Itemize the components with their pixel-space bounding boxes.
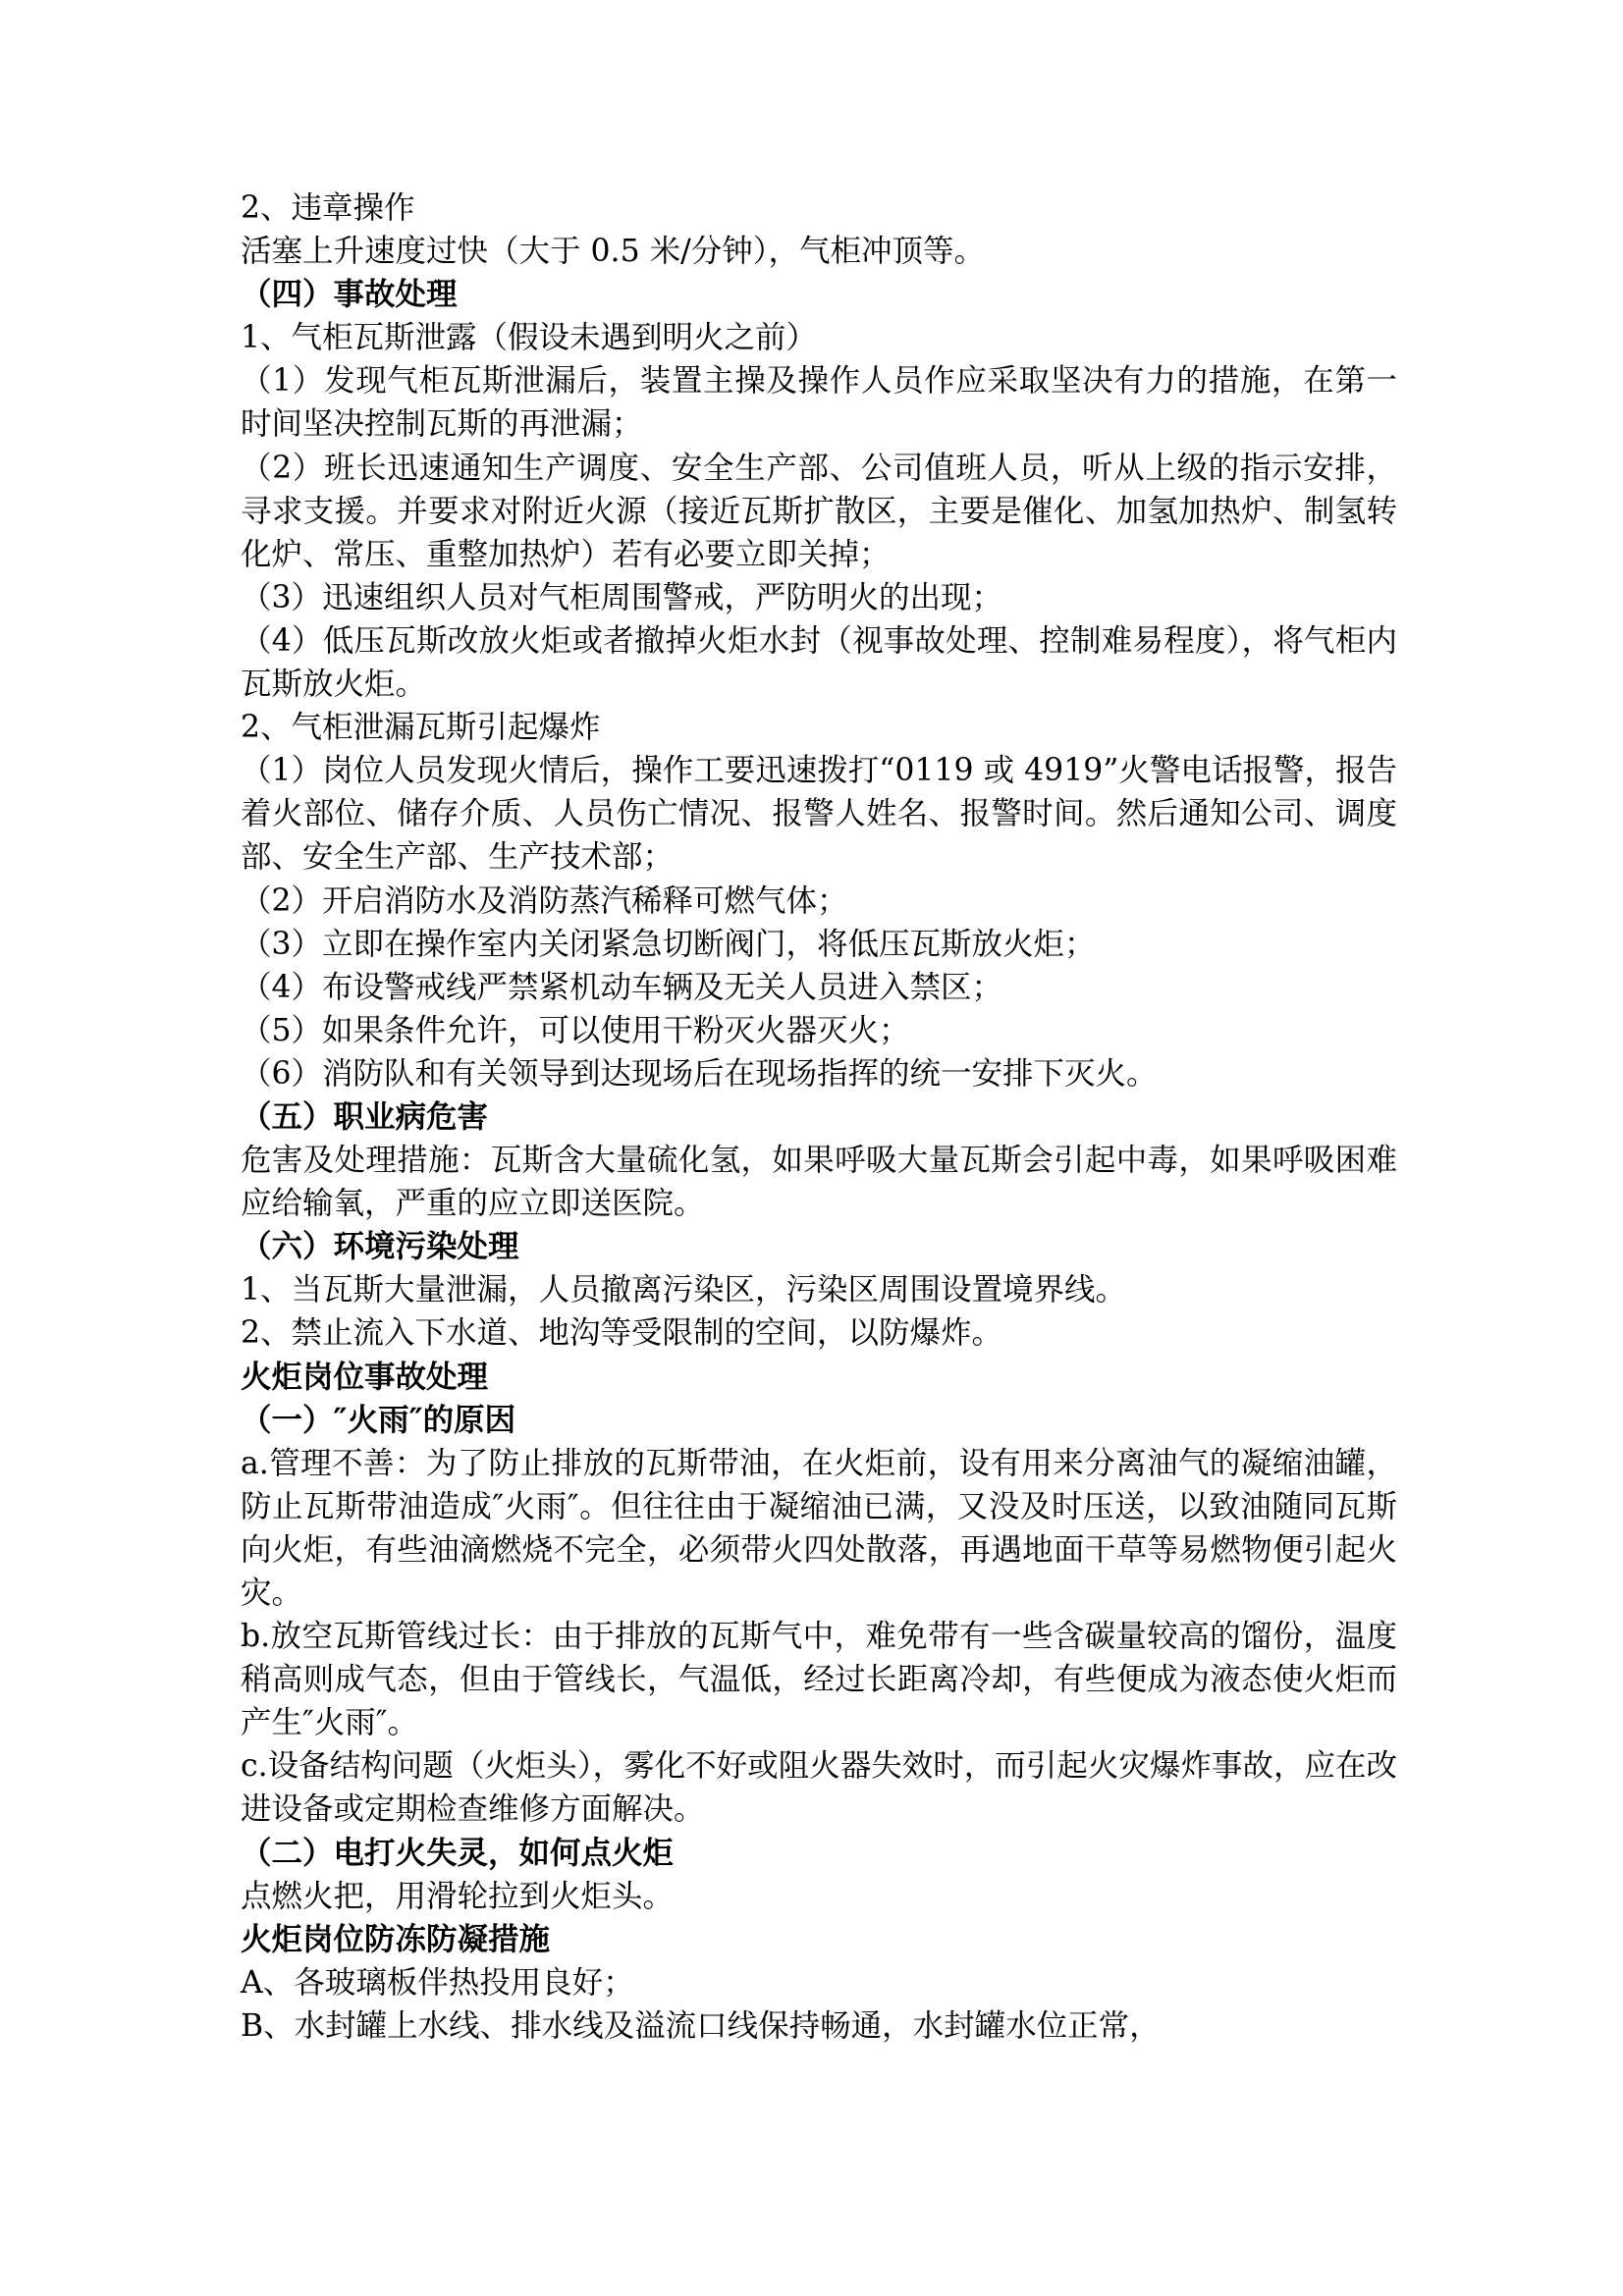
paragraph: b.放空瓦斯管线过长：由于排放的瓦斯气中，难免带有一些含碳量较高的馏份，温度稍高则成气态，但由于管线长，气温低，经过长距离冷却，有些便成为液态使火炬而产生″火雨″。 <box>241 1619 1397 1741</box>
paragraph: B、水封罐上水线、排水线及溢流口线保持畅通，水封罐水位正常， <box>241 2007 1161 2044</box>
paragraph: （3）立即在操作室内关闭紧急切断阀门，将低压瓦斯放火炬； <box>241 926 1096 962</box>
section-heading: 火炬岗位事故处理 <box>241 1358 489 1395</box>
document-body <box>241 187 1397 2048</box>
section-heading: （二）电打火失灵，如何点火炬 <box>241 1834 675 1871</box>
paragraph: （5）如果条件允许，可以使用干粉灭火器灭火； <box>241 1012 910 1048</box>
paragraph: （2）班长迅速通知生产调度、安全生产部、公司值班人员，听从上级的指示安排，寻求支援。并要求对附近火源（接近瓦斯扩散区，主要是催化、加氢加热炉、制氢转化炉、常压、重整加热炉）若有必要立即关掉； <box>241 450 1397 572</box>
paragraph: 2、违章操作 <box>241 190 415 226</box>
paragraph: 2、气柜泄漏瓦斯引起爆炸 <box>241 710 601 746</box>
paragraph: 1、气柜瓦斯泄露（假设未遇到明火之前） <box>241 320 818 356</box>
paragraph: （1）发现气柜瓦斯泄漏后，装置主操及操作人员作应采取坚决有力的措施，在第一时间坚决控制瓦斯的再泄漏； <box>241 363 1397 443</box>
paragraph: a.管理不善：为了防止排放的瓦斯带油，在火炬前，设有用来分离油气的凝缩油罐，防止瓦斯带油造成″火雨″。但往往由于凝缩油已满，又没及时压送，以致油随同瓦斯向火炬，有些油滴燃烧不完全，必须带火四处散落，再遇地面干草等易燃物便引起火灾。 <box>241 1445 1397 1611</box>
paragraph: （4）低压瓦斯改放火炬或者撤掉火炬水封（视事故处理、控制难易程度），将气柜内瓦斯放火炬。 <box>241 622 1397 703</box>
paragraph: 危害及处理措施：瓦斯含大量硫化氢，如果呼吸大量瓦斯会引起中毒，如果呼吸困难应给输氧，严重的应立即送医院。 <box>241 1143 1397 1222</box>
paragraph: （6）消防队和有关领导到达现场后在现场指挥的统一安排下灭火。 <box>241 1055 1158 1092</box>
section-heading: （四）事故处理 <box>241 276 458 313</box>
section-heading: （六）环境污染处理 <box>241 1228 519 1265</box>
section-heading: （一）″火雨″的原因 <box>241 1401 516 1438</box>
paragraph: 1、当瓦斯大量泄漏，人员撤离污染区，污染区周围设置境界线。 <box>241 1272 1127 1308</box>
paragraph: 2、禁止流入下水道、地沟等受限制的空间，以防爆炸。 <box>241 1315 1003 1352</box>
paragraph: （4）布设警戒线严禁紧机动车辆及无关人员进入禁区； <box>241 969 1003 1005</box>
paragraph: c.设备结构问题（火炬头），雾化不好或阻火器失效时，而引起火灾爆炸事故，应在改进设备或定期检查维修方面解决。 <box>241 1748 1397 1828</box>
paragraph: 点燃火把，用滑轮拉到火炬头。 <box>241 1878 675 1914</box>
section-heading: 火炬岗位防冻防凝措施 <box>241 1920 551 1957</box>
section-heading: （五）职业病危害 <box>241 1097 489 1135</box>
paragraph: A、各玻璃板伴热投用良好； <box>241 1964 634 2001</box>
paragraph: （3）迅速组织人员对气柜周围警戒，严防明火的出现； <box>241 579 1003 615</box>
paragraph: （2）开启消防水及消防蒸汽稀释可燃气体； <box>241 882 848 919</box>
paragraph: 活塞上升速度过快（大于 0.5 米/分钟），气柜冲顶等。 <box>241 234 985 270</box>
paragraph: （1）岗位人员发现火情后，操作工要迅速拨打“0119 或 4919”火警电话报警，报告着火部位、储存介质、人员伤亡情况、报警人姓名、报警时间。然后通知公司、调度部、安全生产部、生产技术部； <box>241 753 1397 876</box>
